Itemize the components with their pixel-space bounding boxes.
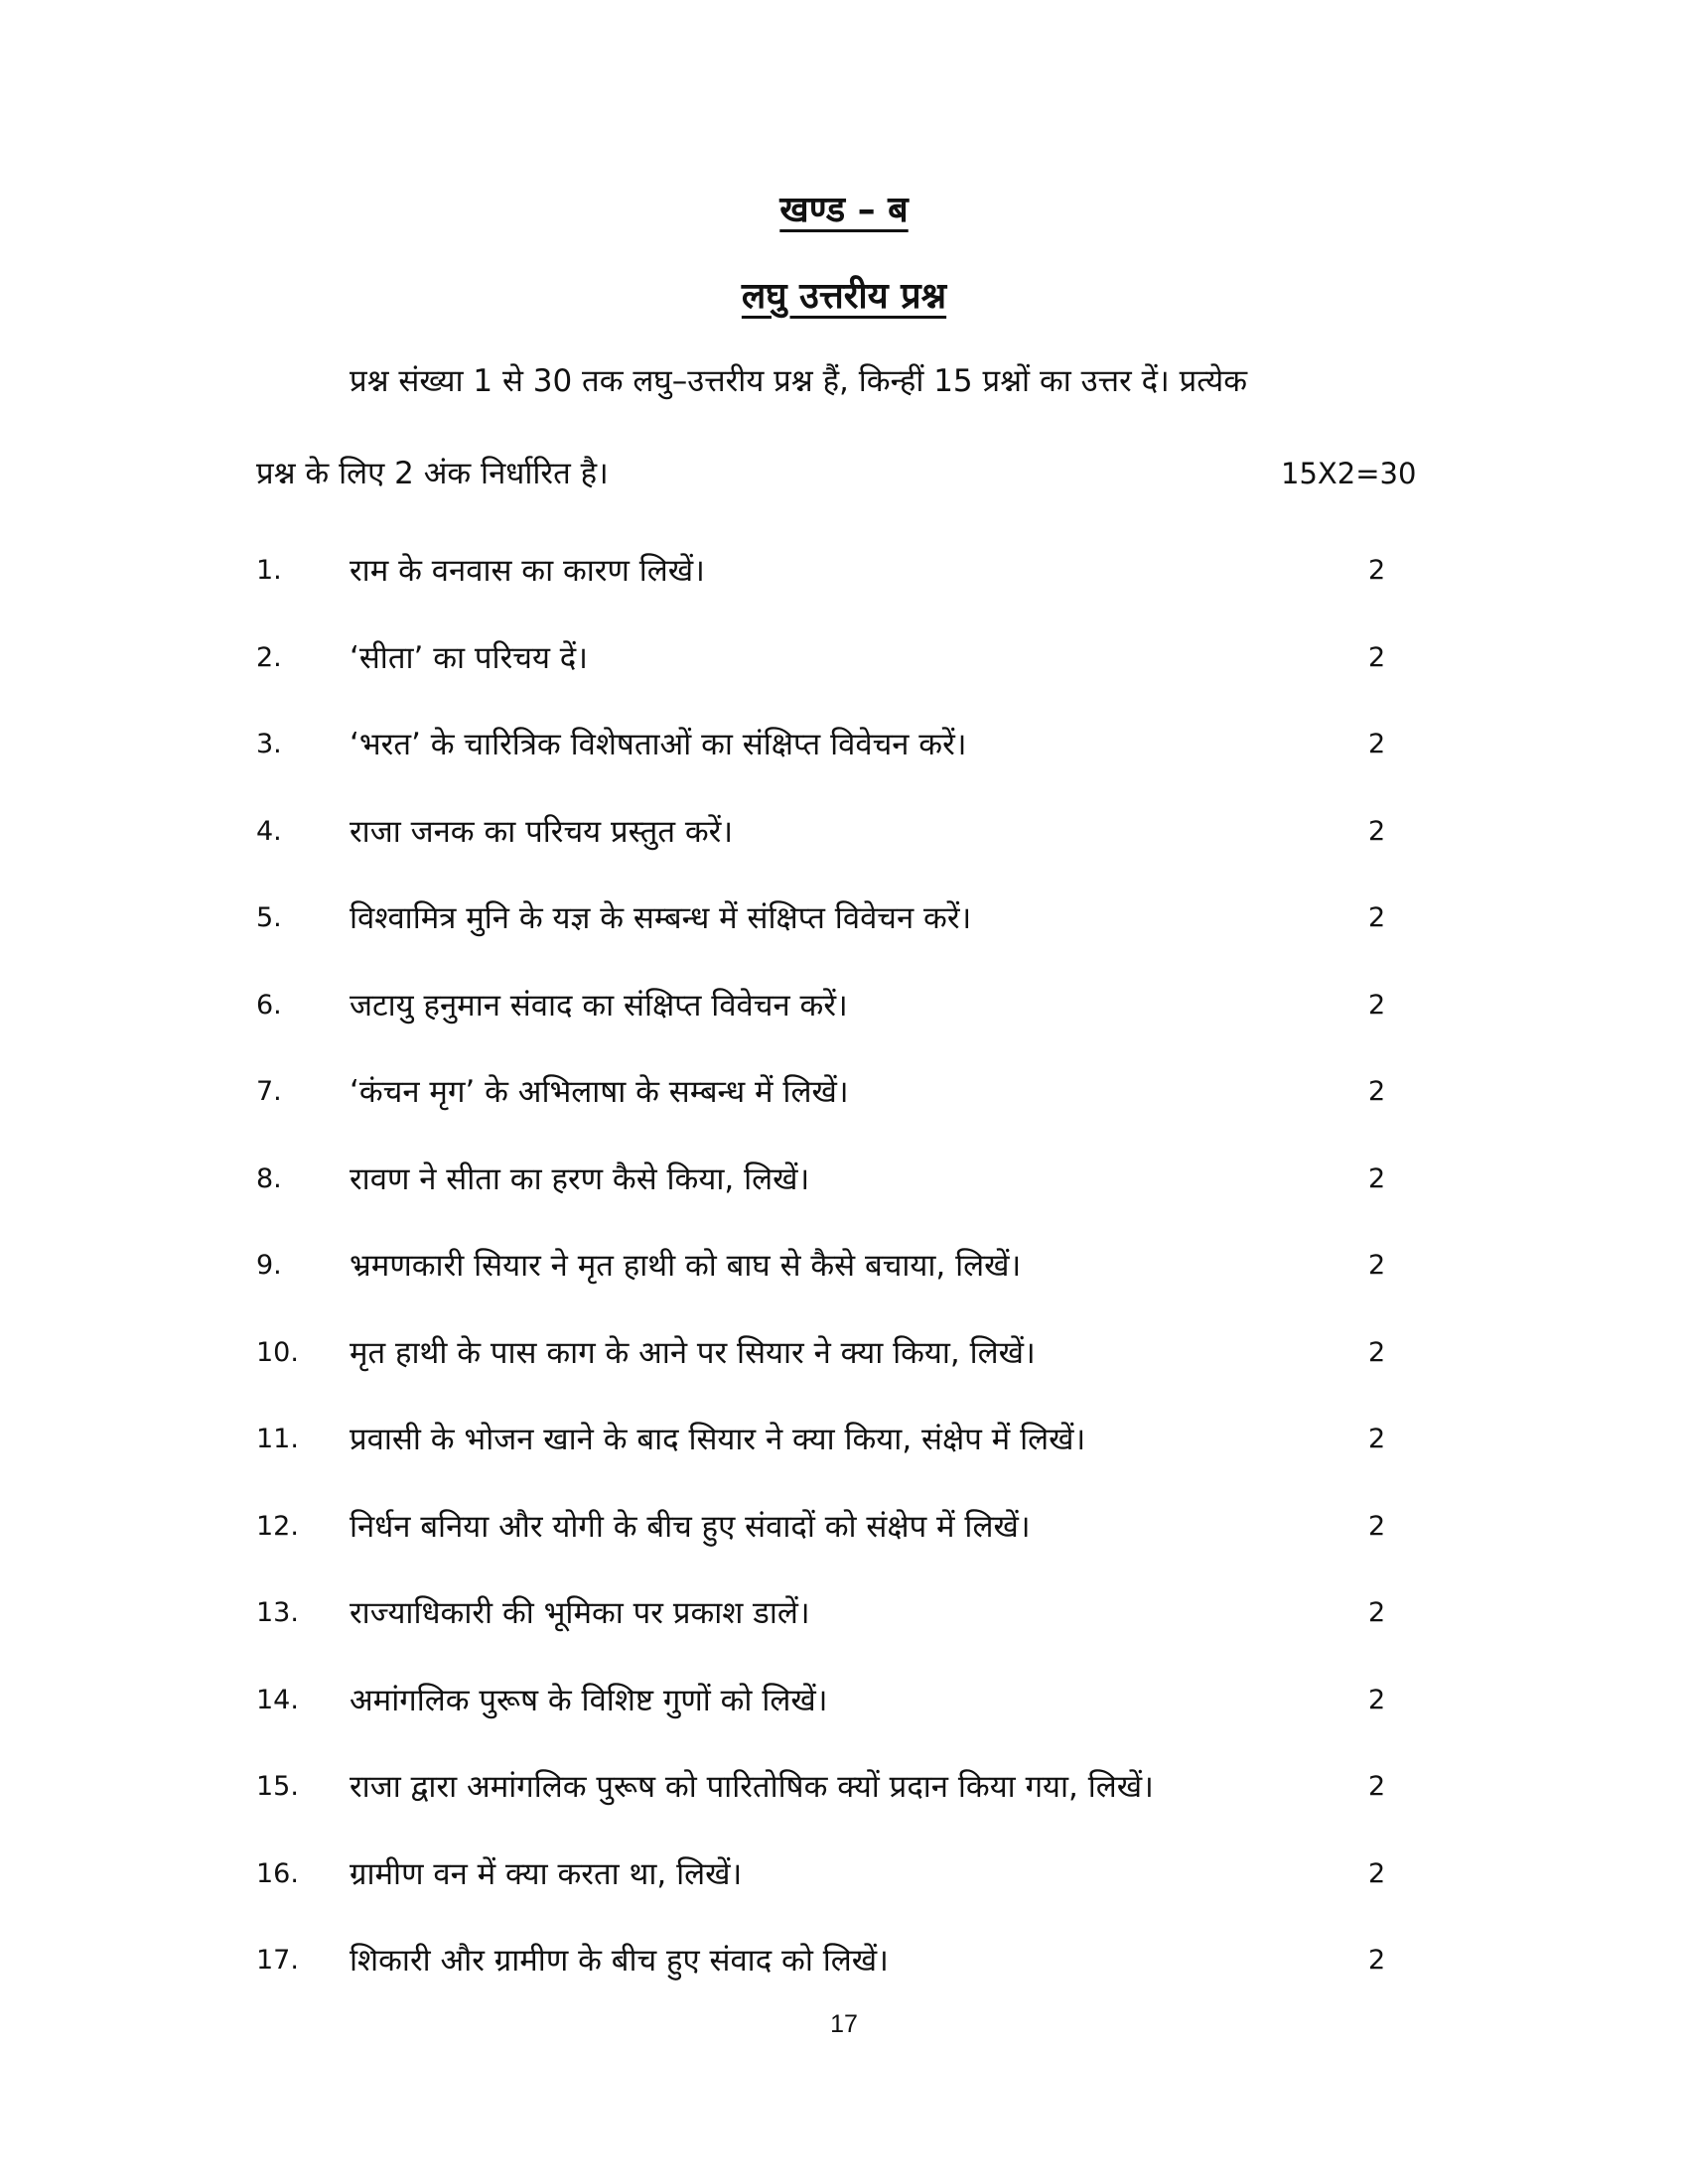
question-marks: 2 [1368, 729, 1386, 759]
question-text: रावण ने सीता का हरण कैसे किया, लिखें। [350, 1160, 810, 1197]
question-number: 11. [256, 1424, 299, 1454]
question-number: 15. [256, 1771, 299, 1802]
question-text: शिकारी और ग्रामीण के बीच हुए संवाद को लिखें। [350, 1943, 889, 1979]
question-marks: 2 [1368, 1424, 1386, 1454]
question-item [0, 628, 1688, 716]
question-item [0, 541, 1688, 628]
question-list [0, 541, 1688, 2018]
page-number: 17 [830, 2010, 858, 2038]
question-item [0, 1323, 1688, 1411]
question-number: 6. [256, 989, 282, 1021]
question-item [0, 1671, 1688, 1758]
question-marks: 2 [1368, 1076, 1386, 1107]
question-marks: 2 [1368, 555, 1386, 586]
question-item [0, 715, 1688, 802]
question-text: निर्धन बनिया और योगी के बीच हुए संवादों को संक्षेप में लिखें। [350, 1508, 1031, 1545]
question-item [0, 976, 1688, 1063]
section-subtitle: लघु उत्तरीय प्रश्न [741, 276, 947, 317]
question-number: 12. [256, 1510, 299, 1542]
question-marks: 2 [1368, 641, 1386, 673]
question-text: प्रवासी के भोजन खाने के बाद सियार ने क्या किया, संक्षेप में लिखें। [350, 1422, 1086, 1457]
question-item [0, 1497, 1688, 1584]
section-title: खण्ड – ब [779, 190, 909, 230]
question-item [0, 888, 1688, 976]
question-item [0, 1844, 1688, 1932]
question-item [0, 1931, 1688, 2018]
question-text: जटायु हनुमान संवाद का संक्षिप्त विवेचन करें। [350, 987, 848, 1024]
question-item [0, 1236, 1688, 1323]
question-number: 8. [256, 1162, 282, 1194]
question-text: अमांगलिक पुरूष के विशिष्ट गुणों को लिखें। [350, 1682, 828, 1718]
question-number: 7. [256, 1076, 282, 1107]
question-text: राजा जनक का परिचय प्रस्तुत करें। [350, 813, 734, 850]
question-item [0, 1757, 1688, 1844]
instruction-line-1: प्रश्न संख्या 1 से 30 तक लघु–उत्तरीय प्रश्न हैं, किन्हीं 15 प्रश्नों का उत्तर दें। प्रत्येक [350, 363, 1248, 399]
question-text: विश्वामित्र मुनि के यज्ञ के सम्बन्ध में संक्षिप्त विवेचन करें। [350, 900, 972, 936]
question-marks: 2 [1368, 1945, 1386, 1976]
question-number: 10. [256, 1336, 299, 1368]
question-marks: 2 [1368, 1162, 1386, 1194]
question-text: ‘सीता’ का परिचय दें। [350, 639, 588, 676]
question-number: 14. [256, 1684, 299, 1715]
question-marks: 2 [1368, 989, 1386, 1021]
question-text: राम के वनवास का कारण लिखें। [350, 553, 705, 589]
question-item [0, 1062, 1688, 1150]
question-marks: 2 [1368, 1510, 1386, 1542]
question-marks: 2 [1368, 1336, 1386, 1368]
question-item [0, 1410, 1688, 1497]
question-number: 4. [256, 815, 282, 847]
total-marks: 15X2=30 [1281, 457, 1417, 490]
question-text: राज्याधिकारी की भूमिका पर प्रकाश डालें। [350, 1595, 810, 1631]
question-marks: 2 [1368, 815, 1386, 847]
question-marks: 2 [1368, 1597, 1386, 1628]
question-marks: 2 [1368, 1250, 1386, 1281]
question-text: ‘कंचन मृग’ के अभिलाषा के सम्बन्ध में लिखें। [350, 1074, 849, 1110]
question-number: 5. [256, 902, 282, 933]
question-number: 13. [256, 1597, 299, 1628]
question-text: मृत हाथी के पास काग के आने पर सियार ने क्या किया, लिखें। [350, 1334, 1036, 1371]
question-number: 9. [256, 1250, 282, 1281]
question-item [0, 802, 1688, 889]
question-marks: 2 [1368, 1857, 1386, 1889]
question-item [0, 1583, 1688, 1671]
question-text: ‘भरत’ के चारित्रिक विशेषताओं का संक्षिप्त विवेचन करें। [350, 727, 967, 762]
question-text: राजा द्वारा अमांगलिक पुरूष को पारितोषिक क्यों प्रदान किया गया, लिखें। [350, 1769, 1154, 1805]
question-number: 1. [256, 555, 282, 586]
question-item [0, 1150, 1688, 1237]
question-number: 17. [256, 1945, 299, 1976]
question-number: 2. [256, 641, 282, 673]
question-marks: 2 [1368, 1771, 1386, 1802]
question-number: 3. [256, 729, 282, 759]
question-text: ग्रामीण वन में क्या करता था, लिखें। [350, 1855, 743, 1892]
question-number: 16. [256, 1857, 299, 1889]
question-text: भ्रमणकारी सियार ने मृत हाथी को बाघ से कैसे बचाया, लिखें। [350, 1248, 1022, 1284]
instruction-line-2: प्रश्न के लिए 2 अंक निर्धारित है। [256, 456, 609, 491]
question-marks: 2 [1368, 1684, 1386, 1715]
question-marks: 2 [1368, 902, 1386, 933]
